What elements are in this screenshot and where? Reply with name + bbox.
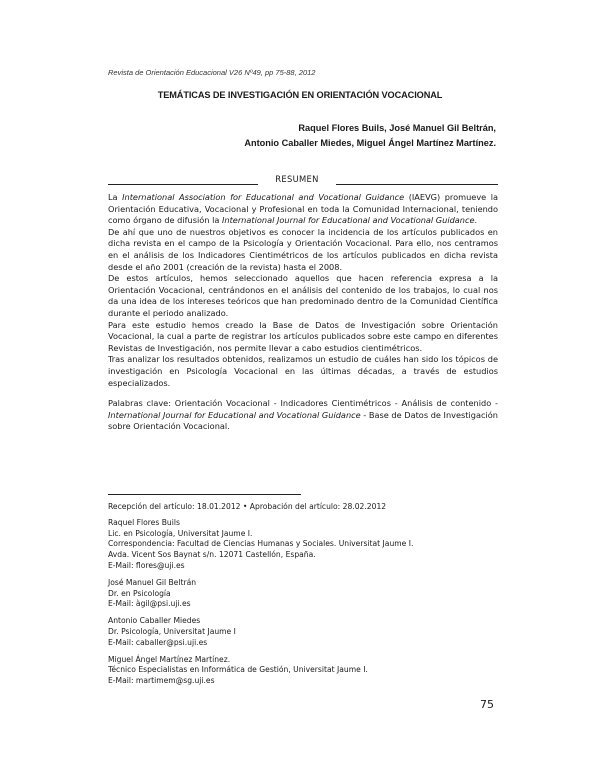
p1-italic-journal: International Journal for Educational and Vocational Guidance	[221, 215, 475, 226]
keywords-text-start: Palabras clave: Orientación Vocacional - Indicadores Cientimétricos - Análisis de contenido -	[108, 398, 498, 409]
keywords	[108, 398, 498, 433]
author-affiliation-3	[108, 616, 508, 648]
p1-italic-association: International Association for Educational and Vocational Guidance	[122, 192, 405, 202]
page-number: 75	[480, 698, 494, 711]
affiliation-email: E-Mail: martimem@sg.uji.es	[108, 676, 215, 686]
affiliation-email: E-Mail: àgil@psi.uji.es	[108, 599, 191, 609]
affiliation-line: Dr. Psicología, Universitat Jaume I	[108, 626, 236, 636]
affiliation-line: Lic. en Psicología, Universitat Jaume I.	[108, 528, 253, 538]
abstract-heading-row	[108, 174, 498, 188]
abstract-body	[108, 192, 498, 433]
author-list	[244, 121, 496, 151]
keywords-text-end: - Base de Datos de Investigación sobre Orientación Vocacional.	[108, 409, 498, 432]
p1-text-middle: (IAEVG) promueve la Orientación Educativa, Vocacional y Profesional en toda la Comunidad Internacional, teniendo como órgano de difusión la	[108, 192, 498, 226]
affiliation-name: Miguel Ángel Martínez Martínez.	[108, 654, 231, 664]
author-line-2: Antonio Caballer Miedes, Miguel Ángel Martínez Martínez.	[244, 138, 496, 148]
abstract-paragraph-1	[108, 192, 498, 227]
abstract-heading: RESUMEN	[275, 174, 319, 184]
affiliation-email: E-Mail: flores@uji.es	[108, 560, 185, 570]
keywords-italic-journal: International Journal for Educational and Vocational Guidance	[108, 409, 361, 420]
article-title: TEMÁTICAS DE INVESTIGACIÓN EN ORIENTACIÓN VOCACIONAL	[157, 90, 443, 100]
affiliation-line: Avda. Vicent Sos Baynat s/n. 12071 Castellón, España.	[108, 550, 316, 560]
affiliation-name: Raquel Flores Buils	[108, 517, 180, 527]
footnotes	[108, 502, 508, 693]
heading-rule-right	[336, 184, 498, 185]
affiliation-line: Técnico Especialistas en Informática de Gestión, Universitat Jaume I.	[108, 665, 368, 675]
abstract-paragraph-2: De ahí que uno de nuestros objetivos es conocer la incidencia de los artículos publicados en dicha revista en el campo de la Psicología y Orientación Vocacional. Para ello, nos centramos en el análisis de los Indicadores Cientimétricos de los artículos publicados en dicha revista desde el año 2001 (creación de la revista) hasta el 2008.	[108, 226, 498, 272]
affiliation-line: Correspondencia: Facultad de Ciencias Humanas y Sociales. Universitat Jaume I.	[108, 539, 414, 549]
abstract-paragraph-4: Para este estudio hemos creado la Base de Datos de Investigación sobre Orientación Vocacional, la cual a parte de registrar los artículos publicados sobre este campo en diferentes Revistas de Investigación, nos permite llevar a cabo estudios cientimétricos.	[108, 319, 498, 353]
affiliation-line: Dr. en Psicología	[108, 588, 171, 598]
p1-text-start: La	[108, 192, 123, 202]
journal-header: Revista de Orientación Educacional V26 Nº49, pp 75-88, 2012	[108, 68, 316, 77]
abstract-paragraph-5: Tras analizar los resultados obtenidos, realizamos un estudio de cuáles han sido los tópicos de investigación en Psicología Vocacional en las últimas décadas, a través de estudios especializados.	[108, 354, 498, 388]
author-affiliation-2	[108, 578, 508, 610]
article-dates: Recepción del artículo: 18.01.2012 • Aprobación del artículo: 28.02.2012	[108, 502, 387, 511]
affiliation-name: Antonio Caballer Miedes	[108, 616, 201, 626]
author-affiliation-4	[108, 655, 508, 687]
affiliation-name: José Manuel Gil Beltrán	[108, 577, 197, 587]
heading-rule-left	[108, 184, 258, 185]
author-line-1: Raquel Flores Buils, José Manuel Gil Beltrán,	[298, 123, 496, 133]
p1-text-end: .	[474, 215, 478, 226]
footnote-separator	[108, 494, 301, 495]
abstract-paragraph-3: De estos artículos, hemos seleccionado aquellos que hacen referencia expresa a la Orientación Vocacional, centrándonos en el análisis del contenido de los trabajos, lo cual nos da una idea de los intereses teóricos que han predominado dentro de la Comunidad Científica durante el periodo analizado.	[108, 273, 498, 318]
affiliation-email: E-Mail: caballer@psi.uji.es	[108, 637, 208, 647]
author-affiliation-1	[108, 518, 508, 572]
